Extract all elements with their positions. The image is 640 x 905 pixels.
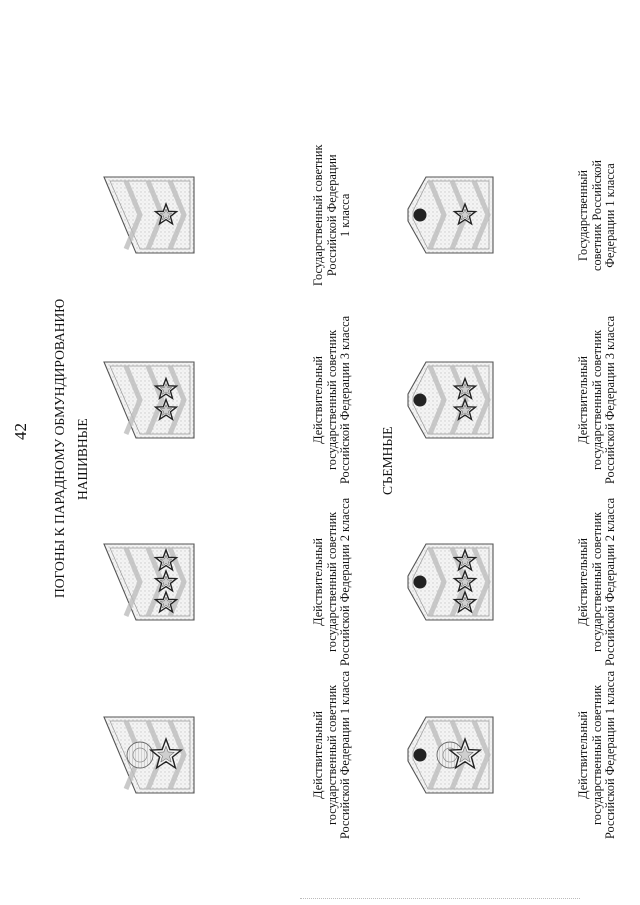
caption-line: Федерации 1 класса (603, 162, 617, 268)
caption-line: Государственный советник (311, 144, 325, 286)
strap-caption (312, 144, 353, 285)
caption-line: Российской Федерации 1 класса (338, 670, 352, 839)
strap-caption (577, 160, 618, 271)
section-title-removable: СЪЕМНЫЕ (380, 426, 395, 495)
coat-of-arms-icon (127, 742, 153, 768)
caption-line: Российской Федерации 3 класса (338, 315, 352, 484)
sewn-shoulder-strap (96, 360, 196, 440)
strap-caption (577, 498, 618, 666)
strap-caption (312, 498, 353, 666)
caption-line: Действительный (311, 711, 325, 799)
button-icon (414, 576, 427, 589)
caption-line: государственный советник (324, 329, 339, 470)
removable-shoulder-strap (400, 360, 495, 440)
section-title-sewn: НАШИВНЫЕ (75, 418, 90, 500)
caption-line: Действительный (311, 356, 325, 444)
caption-line: государственный советник (324, 511, 339, 652)
sewn-shoulder-strap (96, 542, 196, 622)
strap-caption (577, 671, 618, 839)
caption-line: советник Российской (589, 159, 604, 271)
divider (300, 898, 580, 900)
removable-shoulder-strap (400, 542, 495, 622)
caption-line: Действительный (576, 538, 590, 626)
caption-line: Российской Федерации 2 класса (338, 497, 352, 666)
button-icon (414, 749, 427, 762)
removable-shoulder-strap (400, 715, 495, 795)
caption-line: 1 класса (338, 193, 352, 237)
strap-caption (312, 316, 353, 484)
caption-line: государственный советник (589, 684, 604, 825)
caption-line: государственный советник (589, 511, 604, 652)
caption-line: Российской Федерации 3 класса (603, 315, 617, 484)
caption-line: Российской Федерации 1 класса (603, 670, 617, 839)
removable-shoulder-strap (400, 175, 495, 255)
page-number: 42 (11, 423, 30, 440)
strap-caption (577, 316, 618, 484)
caption-line: Российской Федерации (324, 153, 339, 276)
caption-line: Российской Федерации 2 класса (603, 497, 617, 666)
strap-caption (312, 671, 353, 839)
caption-line: Действительный (576, 356, 590, 444)
button-icon (414, 394, 427, 407)
sewn-shoulder-strap (96, 175, 196, 255)
page-title: ПОГОНЫ К ПАРАДНОМУ ОБМУНДИРОВАНИЮ (52, 298, 67, 598)
caption-line: Действительный (576, 711, 590, 799)
caption-line: государственный советник (324, 684, 339, 825)
sewn-shoulder-strap (96, 715, 196, 795)
caption-line: Государственный (576, 169, 590, 261)
caption-line: Действительный (311, 538, 325, 626)
button-icon (414, 209, 427, 222)
caption-line: государственный советник (589, 329, 604, 470)
